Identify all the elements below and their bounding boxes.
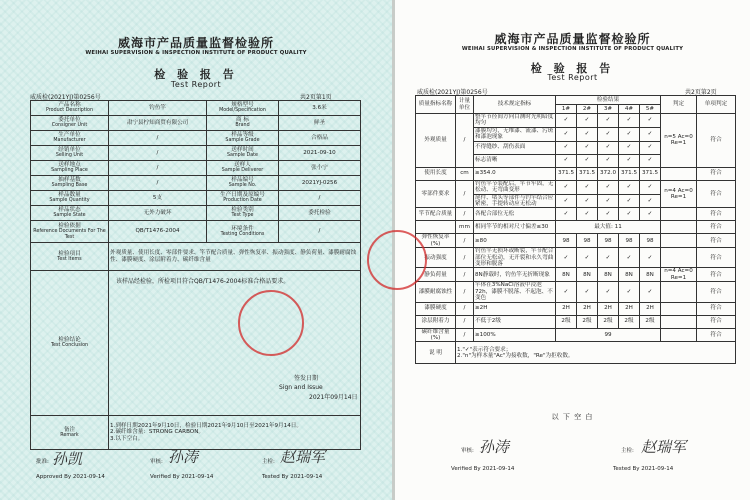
approve-label: 批准: [36, 459, 49, 465]
tester-signature-2: 赵瑞军 [641, 438, 687, 456]
item-single-judge: 符合 [697, 302, 736, 315]
result-cell: ✓ [556, 248, 577, 268]
result-cell: ✓ [577, 154, 598, 167]
manufacturer-label: 生产单位 Manufacturer [31, 131, 109, 146]
col-result: 检验结果 [556, 96, 661, 105]
item-requirement: 竿体在3%NaCl溶液中浸泡72h，漆膜不脱落、不起泡、不变色 [474, 282, 556, 302]
sample-date-label: 送样时间 Sample Date [207, 146, 279, 161]
report-title-en-2: Test Report [547, 73, 598, 82]
model-value: 3.6米 [279, 101, 361, 116]
grade-label: 样品等级 Sample Grade [207, 131, 279, 146]
remark-line-1: 1.到样日期2021年9月10日，检验日期2021年9月10日至2021年9月14日。 [110, 422, 302, 429]
report-page-2 [395, 0, 750, 500]
item-name: 竿节配合质量 [416, 208, 456, 221]
result-cell: 2H [556, 302, 577, 315]
conclusion-text: 该样品经检验，所检项目符合QB/T1476-2004标准合格品要求。 [116, 278, 290, 285]
result-cell: ✓ [640, 180, 661, 194]
model-label: 规格型号 Model/Specification [207, 101, 279, 116]
item-single-judge: 符合 [697, 248, 736, 268]
result-cell: 2级 [640, 315, 661, 328]
item-single-judge: 符合 [697, 221, 736, 234]
result-cell: ✓ [619, 141, 640, 154]
item-single-judge: 符合 [697, 167, 736, 180]
reference-label: 检验依据 Reference Documents For The Test [31, 221, 109, 243]
item-requirement: 漆膜均匀，无堆漆、流漆、污斑和漆泡现象 [474, 127, 556, 141]
item-single-judge: 符合 [697, 315, 736, 328]
item-requirement: 尾件、堵头等部件与钓竿结合应紧密，手提转动应无松动 [474, 194, 556, 208]
item-requirement: ≥2H [474, 302, 556, 315]
result-cell: 98 [577, 234, 598, 248]
issue-date: 2021年09月14日 [309, 394, 358, 401]
result-cell: 372.0 [598, 167, 619, 180]
table-row [416, 268, 736, 282]
result-cell: 371.5 [640, 167, 661, 180]
result-cell: ✓ [619, 248, 640, 268]
col-s5: 5# [640, 105, 661, 114]
result-cell: ✓ [577, 114, 598, 128]
report-title-en: Test Report [170, 80, 222, 89]
item-unit: / [456, 180, 474, 208]
note-label: 说 明 [416, 342, 456, 364]
result-cell: ✓ [640, 208, 661, 221]
col-s2: 2# [577, 105, 598, 114]
consigner-value: 肃宁县柠知商贸有限公司 [109, 116, 207, 131]
result-cell: ✓ [598, 194, 619, 208]
table-row [416, 328, 736, 342]
result-cell: ✓ [598, 154, 619, 167]
deliverer-label: 送样人 Sample Deliverer [207, 161, 279, 176]
sampling-place-value: / [109, 161, 207, 176]
result-cell: ✓ [619, 194, 640, 208]
verified-by: Verified By 2021-09-14 [150, 474, 214, 480]
verified-by-2: Verified By 2021-09-14 [451, 466, 515, 472]
table-row [416, 167, 736, 180]
result-cell: ✓ [577, 282, 598, 302]
item-unit: / [456, 282, 474, 302]
table-row [416, 248, 736, 268]
blank-below: 以 下 空 白 [551, 413, 594, 421]
item-judge: n=4 Ac=0 Re=1 [661, 268, 697, 282]
item-name: 碳纤维含量(%) [416, 328, 456, 342]
item-name: 外观质量 [416, 114, 456, 168]
info-table [30, 100, 361, 450]
result-cell: ✓ [619, 208, 640, 221]
item-judge: n=4 Ac=0 Re=1 [661, 180, 697, 208]
item-judge: n=5 Ac=0 Re=1 [661, 114, 697, 168]
item-unit: / [456, 315, 474, 328]
item-result-merged: 最大值: 11 [556, 221, 661, 234]
item-single-judge: 符合 [697, 180, 736, 208]
sample-date-value: 2021-09-10 [279, 146, 361, 161]
item-name: 振动强度 [416, 248, 456, 268]
result-cell: 98 [556, 234, 577, 248]
item-name: 弹性恢复率(%) [416, 234, 456, 248]
result-cell: 371.5 [577, 167, 598, 180]
institute-title-2: 威海市产品质量监督检验所 [494, 32, 651, 46]
item-name: 涂层附着力 [416, 315, 456, 328]
approved-by: Approved By 2021-09-14 [36, 474, 105, 480]
result-cell: ✓ [619, 114, 640, 128]
result-cell: 98 [619, 234, 640, 248]
result-cell: 2H [640, 302, 661, 315]
verify-label: 审核: [150, 459, 163, 465]
result-cell: ✓ [640, 282, 661, 302]
item-requirement: 不低于2级 [474, 315, 556, 328]
page-number-2: 共2页第2页 [685, 89, 717, 96]
item-unit: / [456, 114, 474, 168]
item-name [416, 221, 456, 234]
result-cell: ✓ [598, 127, 619, 141]
item-name: 静负荷量 [416, 268, 456, 282]
tested-by-2: Tested By 2021-09-14 [613, 466, 674, 472]
col-requirement: 技术规定指标 [474, 96, 556, 114]
institute-title: 威海市产品质量监督检验所 [117, 36, 274, 50]
test-items-value: 外观质量、使用长度、零部件要求、竿节配合质量、弹性恢复率、振动强度、静负荷量、漆膜耐腐蚀性、漆膜硬度、涂层附着力、碳纤维含量 [109, 243, 361, 271]
result-cell: ✓ [577, 141, 598, 154]
grade-value: 合格品 [279, 131, 361, 146]
col-judge: 判定 [661, 96, 697, 114]
remark-value [109, 416, 361, 450]
sample-state-value: 无外力破坏 [109, 206, 207, 221]
result-cell: ✓ [619, 127, 640, 141]
institute-title-en: WEIHAI SUPERVISION & INSPECTION INSTITUTE OF PRODUCT QUALITY [85, 50, 307, 56]
result-cell: 371.5 [556, 167, 577, 180]
verifier-signature: 孙涛 [168, 448, 199, 466]
result-cell: ✓ [598, 282, 619, 302]
item-requirement: 钓鱼竿节装配后，竿节牢固，无松动、无弯曲变形 [474, 180, 556, 194]
col-s4: 4# [619, 105, 640, 114]
report-number-2: 威质检(2021YJ)第0256号 [417, 89, 488, 96]
seller-label: 经销单位 Selling Unit [31, 146, 109, 161]
table-row [416, 282, 736, 302]
table-row [416, 315, 736, 328]
result-cell: ✓ [556, 114, 577, 128]
result-cell: 8N [577, 268, 598, 282]
issue-sign-label: Sign and Issue [279, 384, 323, 391]
result-cell: 2级 [577, 315, 598, 328]
quantity-label: 样品数量 Sample Quantity [31, 191, 109, 206]
item-single-judge: 符合 [697, 282, 736, 302]
result-cell: ✓ [577, 248, 598, 268]
item-requirement: 8N静载时，钓鱼竿无折断现象 [474, 268, 556, 282]
results-table [415, 95, 736, 364]
remark-line-3: 3.以下空白。 [110, 435, 144, 442]
col-s1: 1# [556, 105, 577, 114]
page-number: 共2页第1页 [300, 94, 332, 101]
col-unit: 计量单位 [456, 96, 474, 114]
item-unit: / [456, 268, 474, 282]
item-name: 使用长度 [416, 167, 456, 180]
item-single-judge: 符合 [697, 268, 736, 282]
note-line-2: 2."n"为样本量"Ac"为接收数，"Re"为拒收数。 [457, 352, 574, 359]
quantity-value: 5支 [109, 191, 207, 206]
item-name: 漆膜硬度 [416, 302, 456, 315]
item-requirement: 钓鱼竿无损坏或断裂，竿节配合部位无松动，无开裂和永久弯曲变形和脱落 [474, 248, 556, 268]
report-number: 威质检(2021YJ)第0256号 [30, 94, 101, 101]
item-judge [661, 315, 697, 328]
item-unit: / [456, 328, 474, 342]
item-requirement: 相同竿节的相对尺寸偏差≤30 [474, 221, 556, 234]
brand-value: 鲜圣 [279, 116, 361, 131]
results-body [416, 114, 736, 342]
result-cell: ✓ [556, 194, 577, 208]
report-title-2: 检 验 报 告 [530, 62, 615, 75]
sample-no-label: 样品编号 Sample No. [207, 176, 279, 191]
item-unit: mm [456, 221, 474, 234]
table-row [416, 234, 736, 248]
item-judge [661, 248, 697, 268]
inspection-seal [238, 290, 304, 356]
table-row [416, 114, 736, 128]
col-single: 单项判定 [697, 96, 736, 114]
result-cell: ✓ [640, 154, 661, 167]
item-name: 漆膜耐腐蚀性 [416, 282, 456, 302]
result-cell: 2H [598, 302, 619, 315]
item-unit: / [456, 208, 474, 221]
result-cell: ✓ [598, 208, 619, 221]
production-date-value: / [279, 191, 361, 206]
item-single-judge: 符合 [697, 234, 736, 248]
result-cell: ✓ [619, 180, 640, 194]
item-unit: / [456, 248, 474, 268]
result-cell: ✓ [640, 248, 661, 268]
result-cell: 2级 [556, 315, 577, 328]
test-type-label: 检验类别 Test Type [207, 206, 279, 221]
item-unit: cm [456, 167, 474, 180]
col-item: 质量指标名称 [416, 96, 456, 114]
result-cell: ✓ [556, 208, 577, 221]
item-single-judge: 符合 [697, 328, 736, 342]
sampling-place-label: 送样地点 Sampling Place [31, 161, 109, 176]
result-cell: ✓ [598, 180, 619, 194]
product-value: 钓鱼竿 [109, 101, 207, 116]
table-row [416, 221, 736, 234]
item-requirement: ≥100% [474, 328, 556, 342]
report-title: 检 验 报 告 [154, 68, 238, 81]
item-requirement: 不得缝纱、刮伤表面 [474, 141, 556, 154]
result-cell: 98 [598, 234, 619, 248]
item-unit: / [456, 302, 474, 315]
result-cell: 371.5 [619, 167, 640, 180]
conclusion-label: 检验结论 Test Conclusion [31, 271, 109, 416]
item-result-merged: 99 [556, 328, 661, 342]
issue-date-label: 签发日期 [294, 375, 319, 382]
note-line-1: 1."✓"表示符合要求； [457, 346, 512, 353]
seller-value: / [109, 146, 207, 161]
table-row [416, 180, 736, 194]
result-cell: ✓ [556, 282, 577, 302]
result-cell: ✓ [577, 194, 598, 208]
item-requirement: ≥80 [474, 234, 556, 248]
remark-label: 备注 Remark [31, 416, 109, 450]
result-cell: ✓ [577, 180, 598, 194]
result-cell: ✓ [598, 114, 619, 128]
edge-seal-2 [367, 230, 427, 290]
remark-line-2: 2.碳纤维含量：STRONG CARBON。 [110, 429, 204, 436]
sample-state-label: 样品状态 Sample State [31, 206, 109, 221]
result-cell: 8N [598, 268, 619, 282]
verifier-signature-2: 孙涛 [479, 438, 510, 456]
result-cell: ✓ [556, 141, 577, 154]
result-cell: 8N [556, 268, 577, 282]
tester-signature: 赵瑞军 [280, 448, 326, 466]
result-cell: 98 [640, 234, 661, 248]
manufacturer-value: / [109, 131, 207, 146]
approver-signature: 孙凯 [52, 450, 83, 468]
result-cell: ✓ [556, 127, 577, 141]
item-single-judge: 符合 [697, 114, 736, 168]
result-cell: 8N [640, 268, 661, 282]
result-cell: ✓ [598, 141, 619, 154]
item-judge [661, 302, 697, 315]
result-cell: 2H [577, 302, 598, 315]
conditions-label: 环境条件 Testing Conditions [207, 221, 279, 243]
result-cell: ✓ [577, 127, 598, 141]
result-cell: 2H [619, 302, 640, 315]
col-s3: 3# [598, 105, 619, 114]
result-cell: ✓ [640, 114, 661, 128]
sampling-base-label: 抽样基数 Sampling Base [31, 176, 109, 191]
item-requirement: 各配合部位无松 [474, 208, 556, 221]
deliverer-value: 张小宁 [279, 161, 361, 176]
test-label: 主检: [262, 459, 275, 465]
test-label-2: 主检: [621, 448, 634, 454]
conclusion-cell [109, 271, 361, 416]
result-cell: ✓ [640, 141, 661, 154]
item-requirement: 标志清晰 [474, 154, 556, 167]
result-cell: ✓ [556, 154, 577, 167]
result-cell: 2级 [598, 315, 619, 328]
consigner-label: 委托单位 Consigner Unit [31, 116, 109, 131]
production-date-label: 生产日期及原编号 Production Date [207, 191, 279, 206]
item-judge [661, 282, 697, 302]
item-judge [661, 328, 697, 342]
result-cell: ✓ [619, 282, 640, 302]
item-judge [661, 234, 697, 248]
reference-value: QB/T1476-2004 [109, 221, 207, 243]
table-row [416, 302, 736, 315]
test-type-value: 委托检验 [279, 206, 361, 221]
item-judge [661, 167, 697, 180]
result-cell: ✓ [619, 154, 640, 167]
item-name: 零部件要求 [416, 180, 456, 208]
result-cell: 8N [619, 268, 640, 282]
note-cell [456, 342, 736, 364]
sample-no-value: 2021YJ-0256 [279, 176, 361, 191]
sampling-base-value: / [109, 176, 207, 191]
verify-label-2: 审核: [461, 448, 474, 454]
result-cell: ✓ [640, 127, 661, 141]
institute-title-en-2: WEIHAI SUPERVISION & INSPECTION INSTITUTE OF PRODUCT QUALITY [461, 46, 684, 52]
tested-by: Tested By 2021-09-14 [262, 474, 323, 480]
product-label: 产品名称 Product Description [31, 101, 109, 116]
result-cell: ✓ [577, 208, 598, 221]
table-row [416, 208, 736, 221]
item-requirement: ≥354.0 [474, 167, 556, 180]
result-cell: ✓ [556, 180, 577, 194]
item-single-judge: 符合 [697, 208, 736, 221]
brand-label: 商 标 Brand [207, 116, 279, 131]
item-judge [661, 208, 697, 221]
item-unit: / [456, 234, 474, 248]
item-requirement: 整竿节径间方向目测时光明暗度均匀 [474, 114, 556, 128]
item-judge [661, 221, 697, 234]
conditions-value: / [279, 221, 361, 243]
test-items-label: 检验项目 Test Items [31, 243, 109, 271]
result-cell: ✓ [640, 194, 661, 208]
result-cell: 2级 [619, 315, 640, 328]
result-cell: ✓ [598, 248, 619, 268]
